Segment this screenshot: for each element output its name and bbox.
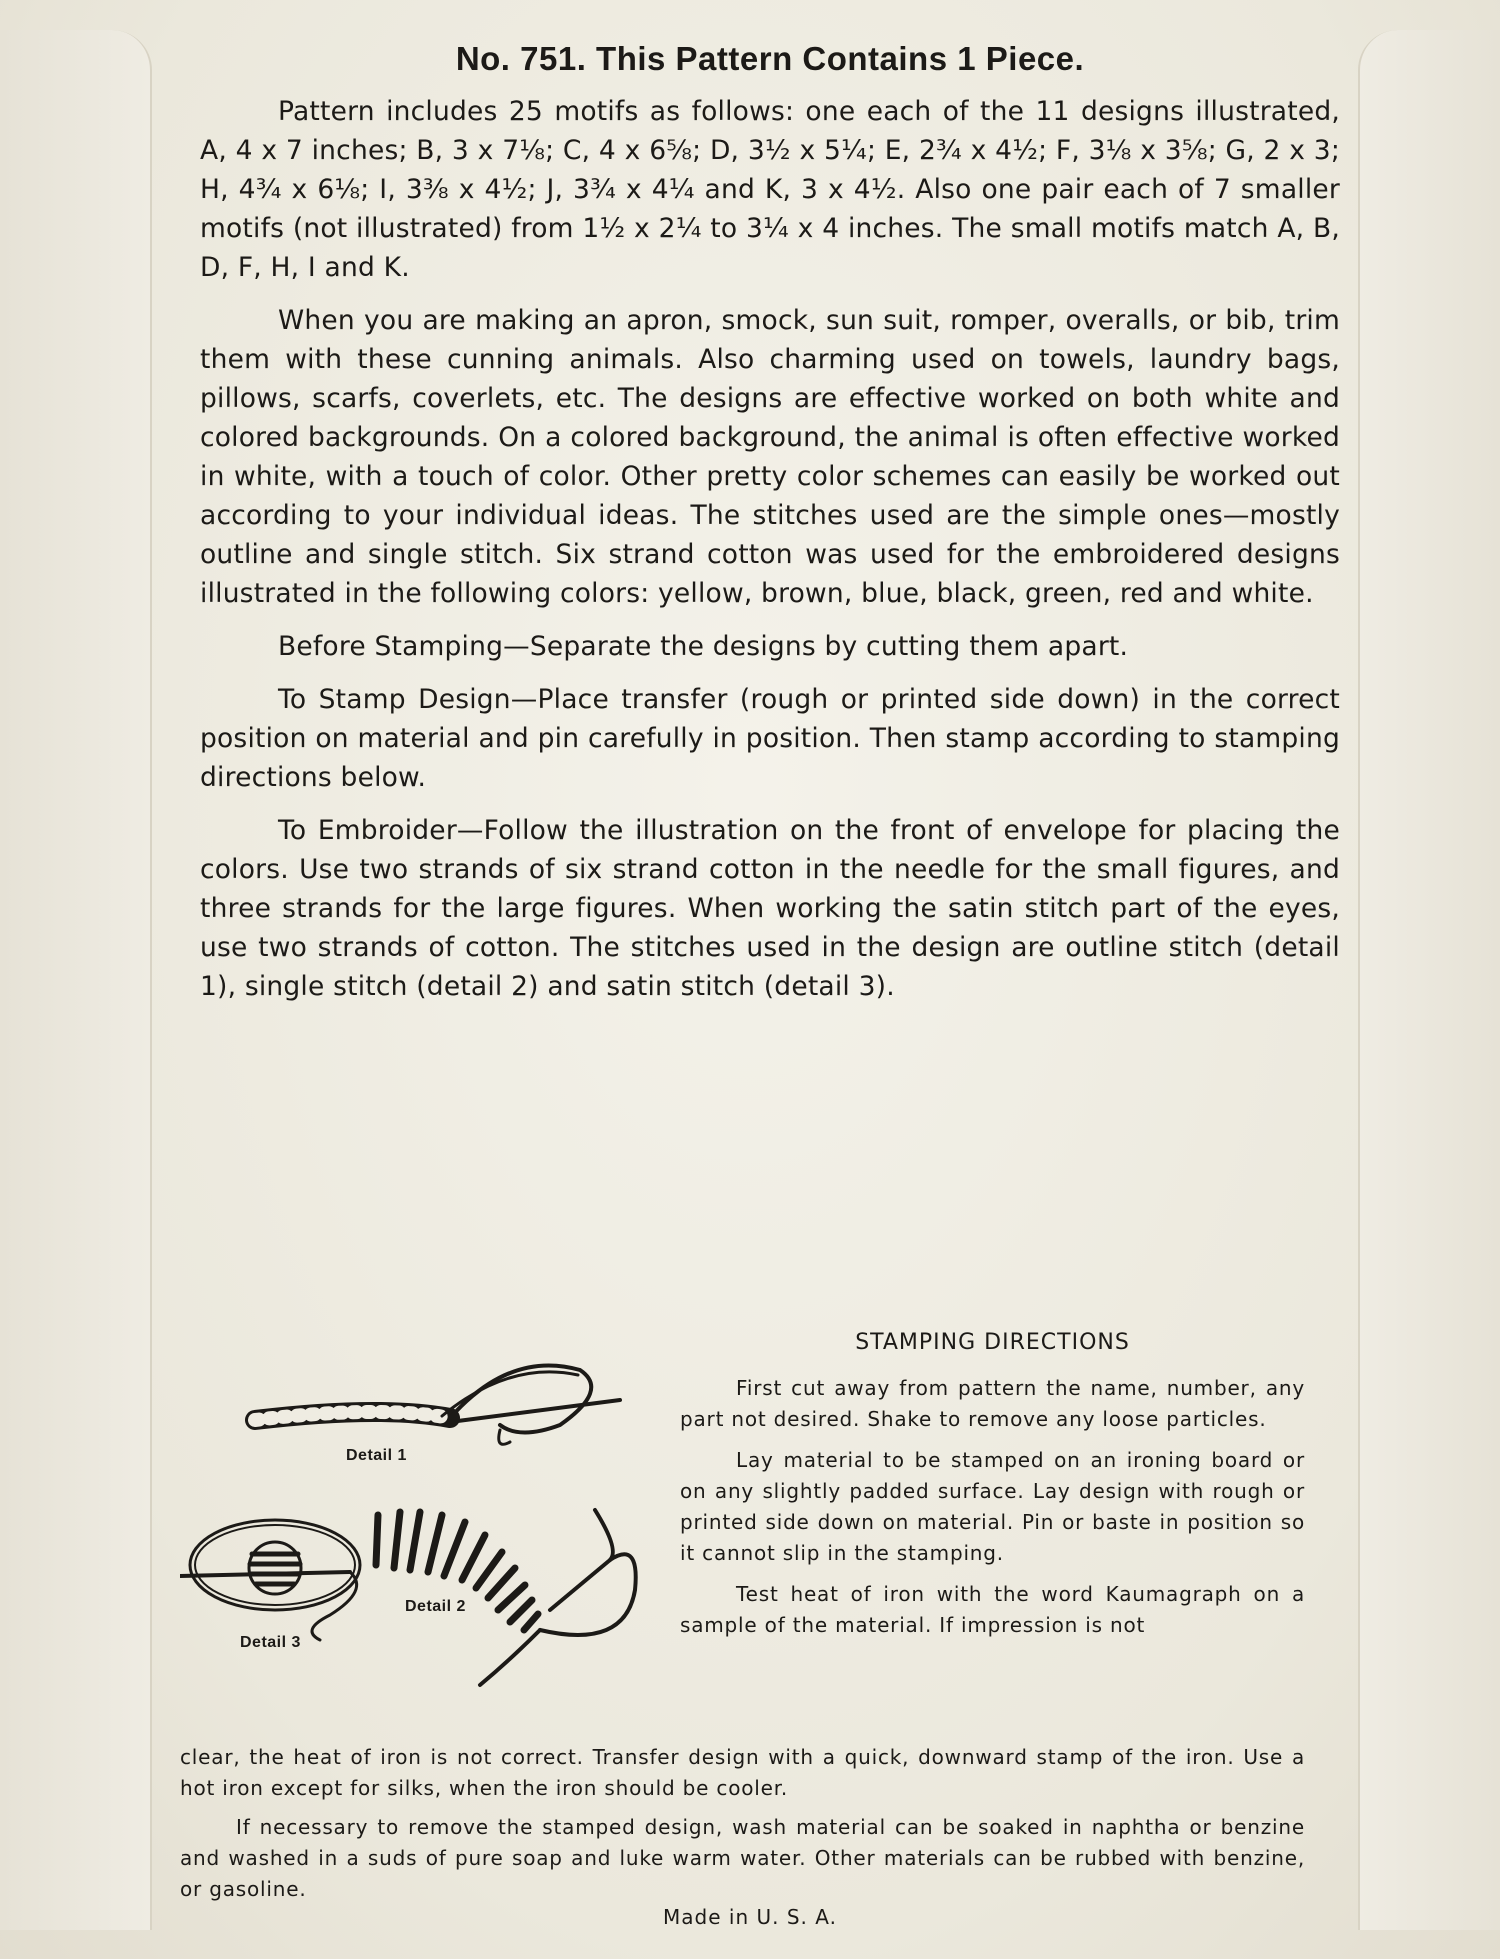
page-title: No. 751. This Pattern Contains 1 Piece. bbox=[455, 40, 1085, 77]
stamping-directions bbox=[680, 1330, 1305, 1651]
stamping-step-3: Test heat of iron with the word Kaumagraph on a sample of the material. If impression is not bbox=[680, 1582, 1305, 1637]
detail-2-label: Detail 2 bbox=[405, 1598, 466, 1615]
stamping-step-1: First cut away from pattern the name, number, any part not desired. Shake to remove any loose particles. bbox=[680, 1376, 1305, 1431]
stitch-diagram bbox=[180, 1330, 680, 1730]
stamping-step-2: Lay material to be stamped on an ironing board or on any slightly padded surface. Lay design with rough or printed side down on material. Pin or baste in position so it cannot slip in the stamping. bbox=[680, 1448, 1305, 1565]
stamping-heading: STAMPING DIRECTIONS bbox=[855, 1330, 1130, 1355]
envelope-fold-left bbox=[0, 30, 152, 1930]
paragraph-uses: When you are making an apron, smock, sun suit, romper, overalls, or bib, trim them with these cunning animals. Also charming used on towels, laundry bags, pillows, scarfs, coverlets, etc. The designs are effective worked on both white and colored backgrounds. On a colored background, the animal is often effective worked in white, with a touch of color. Other pretty color schemes can easily be worked out according to your individual ideas. The stitches used are the simple ones—mostly outline and single stitch. Six strand cotton was used for the embroidered designs illustrated in the following colors: yellow, brown, blue, black, green, red and white. bbox=[200, 305, 1340, 609]
paragraph-stamp-design: To Stamp Design—Place transfer (rough or printed side down) in the correct position on material and pin carefully in position. Then stamp according to stamping directions below. bbox=[200, 684, 1340, 793]
stamping-continued bbox=[180, 1742, 1305, 1913]
envelope-fold-right bbox=[1358, 30, 1500, 1930]
made-in-usa: Made in U. S. A. bbox=[663, 1905, 837, 1929]
paragraph-before-stamping: Before Stamping—Separate the designs by cutting them apart. bbox=[278, 631, 1129, 662]
stamping-step-3-continued: clear, the heat of iron is not correct. Transfer design with a quick, downward stamp of the iron. Use a hot iron except for silks, when the iron should be cooler. bbox=[180, 1745, 1305, 1800]
detail-3-label: Detail 3 bbox=[240, 1634, 301, 1651]
paragraph-motifs: Pattern includes 25 motifs as follows: one each of the 11 designs illustrated, A, 4 x 7 inches; B, 3 x 7⅛; C, 4 x 6⅝; D, 3½ x 5¼; E, 2¾ x 4½; F, 3⅛ x 3⅝; G, 2 x 3; H, 4¾ x 6⅛; I, 3⅜ x 4½; J, 3¾ x 4¼ and K, 3 x 4½. Also one pair each of 7 smaller motifs (not illustrated) from 1½ x 2¼ to 3¼ x 4 inches. The small motifs match A, B, D, F, H, I and K. bbox=[200, 96, 1340, 283]
single-stitch-needle bbox=[480, 1510, 636, 1685]
stitch-illustrations bbox=[180, 1330, 680, 1730]
outline-stitch-illustration bbox=[255, 1365, 620, 1444]
stamping-step-4: If necessary to remove the stamped design, wash material can be soaked in naphtha or benzine and washed in a suds of pure soap and luke warm water. Other materials can be rubbed with benzine, or gasoline. bbox=[180, 1815, 1305, 1901]
satin-stitch-illustration bbox=[180, 1520, 360, 1640]
detail-1-label: Detail 1 bbox=[346, 1447, 407, 1464]
paragraph-embroider: To Embroider—Follow the illustration on the front of envelope for placing the colors. Use two strands of six strand cotton in the needle for the small figures, and three strands for the large figures. When working the satin stitch part of the eyes, use two strands of cotton. The stitches used in the design are outline stitch (detail 1), single stitch (detail 2) and satin stitch (detail 3). bbox=[200, 815, 1340, 1002]
instructions-content bbox=[180, 40, 1340, 1901]
lower-section bbox=[180, 1330, 1340, 1950]
